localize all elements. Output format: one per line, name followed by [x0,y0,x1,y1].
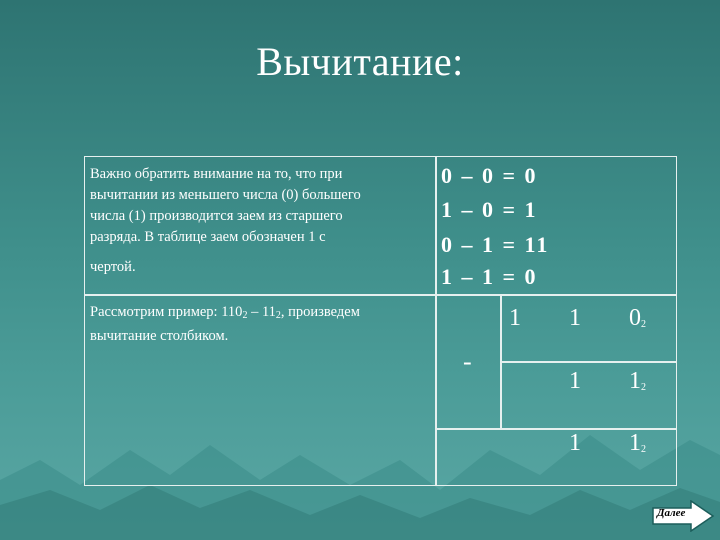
example-paragraph [90,302,360,347]
minus-operator: - [463,347,472,376]
intro-paragraph [90,164,361,278]
intro-line-3: числа (1) производится заем из старшего [90,208,343,224]
minuend-digit-3-value: 0 [629,305,641,331]
column-result-line [500,361,677,363]
subtrahend-digit-3 [629,368,646,395]
intro-line-2: вычитании из меньшего числа (0) большего [90,187,361,203]
example-base-1: 2 [242,310,248,321]
intro-line-4: разряда. В таблице заем обозначен 1 с [90,229,326,245]
minuend-digit-2: 1 [569,305,581,331]
example-text-a: Рассмотрим пример: 110 [90,304,243,320]
slide-title: Вычитание: [256,39,464,84]
subtrahend-digit-3-value: 1 [629,368,641,394]
result-digit-3-value: 1 [629,430,641,456]
example-line-2: вычитание столбиком. [90,328,229,344]
minuend-base: 2 [641,319,646,330]
subtrahend-digit-2: 1 [569,368,581,394]
intro-line-1: Важно обратить внимание на то, что при [90,166,343,182]
example-text-c: , произведем [280,304,360,320]
result-base: 2 [641,444,646,455]
example-base-2: 2 [275,310,281,321]
example-line-1 [90,302,360,326]
next-label: Далее [657,507,686,519]
intro-line-5: чертой. [90,259,136,275]
result-digit-2: 1 [569,430,581,456]
table-divider-horizontal [84,294,677,296]
example-text-b: – 11 [247,304,276,320]
result-digit-3 [629,430,646,457]
table-divider-vertical [435,156,437,486]
minuend-digit-3 [629,305,646,332]
equation-3: 0 – 1 = 11 [441,232,550,257]
equation-2: 1 – 0 = 1 [441,197,538,222]
equation-4: 1 – 1 = 0 [441,264,538,289]
next-arrow-button[interactable] [651,500,715,532]
equation-1: 0 – 0 = 0 [441,163,538,188]
minuend-digit-1: 1 [509,305,521,331]
subtrahend-base: 2 [641,382,646,393]
